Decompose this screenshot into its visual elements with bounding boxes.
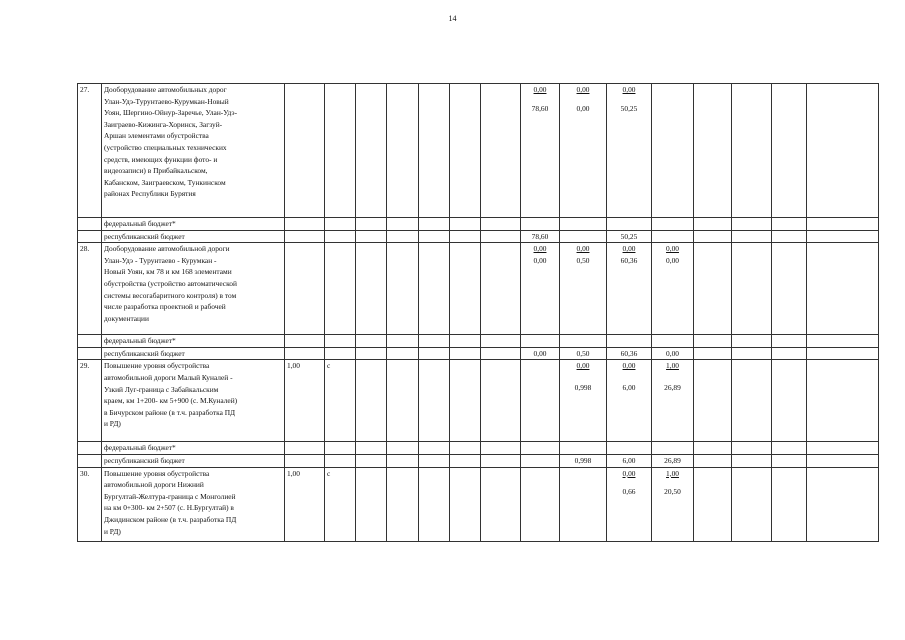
budget-table <box>77 83 879 542</box>
value-cell-c: 0,00 60,36 <box>607 243 652 335</box>
funding-label: федеральный бюджет* <box>102 218 285 231</box>
row-description: Повышение уровня обустройства автомобильной дороги Малый Куналей - Узкий Луг-граница с Забайкальским краем, км 1+200- км 5+900 (с. М.Куналей) в Бичурском районе (в т.ч. разработка ПД и РД) <box>102 360 285 442</box>
type-cell: с <box>325 360 356 442</box>
table-row <box>78 442 879 455</box>
capacity-cell: 1,00 <box>285 467 325 541</box>
value-cell-d: 0,00 0,00 <box>652 243 694 335</box>
row-description: Повышение уровня обустройства автомобильной дороги Нижний Бургултай-Желтура-граница с Монголией на км 0+300- км 2+507 (с. Н.Бургултай) в Джидинском районе (в т.ч. разработка ПД и РД) <box>102 467 285 541</box>
value-cell-c: 0,00 50,25 <box>607 84 652 218</box>
funding-label: республиканский бюджет <box>102 347 285 360</box>
row-number: 30. <box>78 467 102 541</box>
table-row <box>78 243 879 335</box>
row-number: 28. <box>78 243 102 335</box>
value-cell-d: 1,00 26,89 <box>652 360 694 442</box>
table-row: республиканский бюджет 78,60 50,25 <box>78 230 879 243</box>
value-cell-c: 0,00 6,00 <box>607 360 652 442</box>
value-cell-b: 0,00 0,50 <box>560 243 607 335</box>
value-cell-b: 0,00 0,00 <box>560 84 607 218</box>
row-number: 27. <box>78 84 102 218</box>
funding-label: республиканский бюджет <box>102 230 285 243</box>
table-row <box>78 467 879 541</box>
type-cell <box>325 243 356 335</box>
value-cell-a: 0,00 78,60 <box>521 84 560 218</box>
capacity-cell: 1,00 <box>285 360 325 442</box>
funding-label: федеральный бюджет* <box>102 442 285 455</box>
capacity-cell <box>285 243 325 335</box>
funding-label: республиканский бюджет <box>102 454 285 467</box>
table-row <box>78 84 879 218</box>
value-cell-c: 0,00 0,66 <box>607 467 652 541</box>
page-number: 14 <box>448 14 457 23</box>
value-cell-b: 0,00 0,998 <box>560 360 607 442</box>
funding-label: федеральный бюджет* <box>102 335 285 348</box>
table-row <box>78 360 879 442</box>
table-row: республиканский бюджет 0,998 6,00 26,89 <box>78 454 879 467</box>
row-number: 29. <box>78 360 102 442</box>
row-description: Дооборудование автомобильной дороги Улан-Удэ - Турунтаево - Курумкан - Новый Уоян, км 78 и км 168 элементами обустройства (устройство автоматической системы весогабаритного контроля) в том числе разработка проектной и рабочей документации <box>102 243 285 335</box>
table-row <box>78 335 879 348</box>
value-cell-a: 0,00 0,00 <box>521 243 560 335</box>
table-row: республиканский бюджет 0,00 0,50 60,36 0,00 <box>78 347 879 360</box>
type-cell: с <box>325 467 356 541</box>
row-description: Дооборудование автомобильных дорог Улан-Удэ-Турунтаево-Курумкан-Новый Уоян, Шергино-Ойнур-Заречье, Улан-Удэ- Заиграево-Кижинга-Хоринск, Загзуй- Аршан элементами обустройства (устройство специальных технических средств, имеющих функции фото- и видеозаписи) в Прибайкальском, Кабанском, Заиграевском, Тункинском районах Республики Бурятия <box>102 84 285 218</box>
value-cell-d: 1,00 20,50 <box>652 467 694 541</box>
capacity-cell <box>285 84 325 218</box>
type-cell <box>325 84 356 218</box>
table-row <box>78 218 879 231</box>
